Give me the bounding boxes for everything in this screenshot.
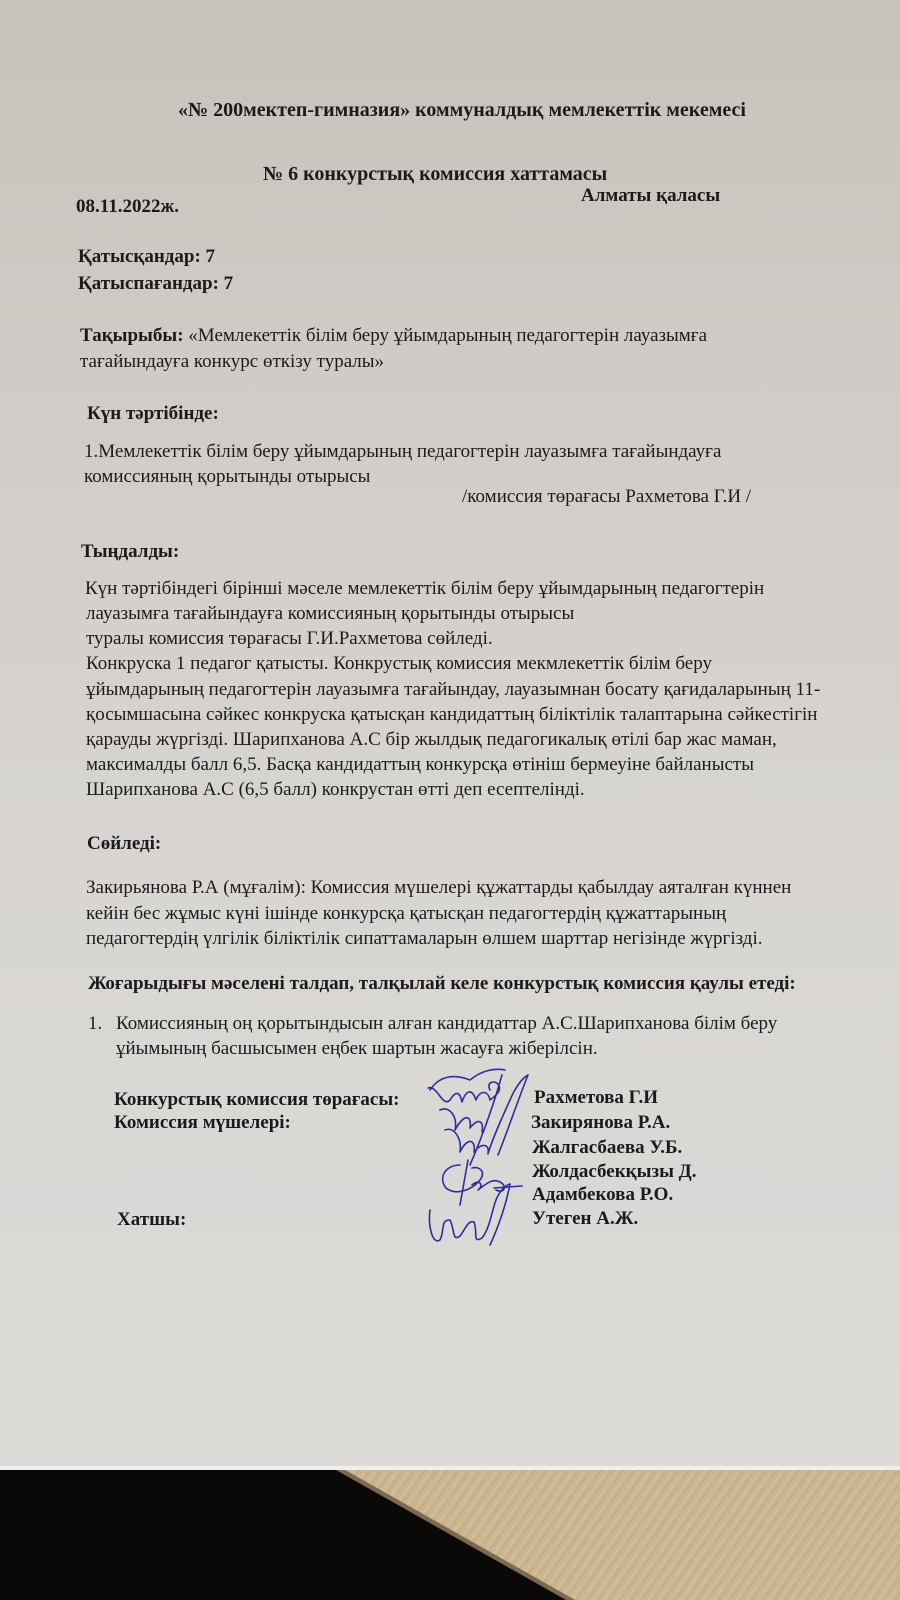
members-label: Комиссия мүшелері: [114,1112,291,1133]
handwritten-signatures [410,1060,540,1250]
agenda-speaker: /комиссия төрағасы Рахметова Г.И / [462,486,752,507]
protocol-date: 08.11.2022ж. [76,196,179,217]
heard-heading: Тыңдалды: [81,541,180,562]
heard-line: қосымшасына сәйкес конкруска қатысқан кандидаттың біліктілік талаптарына сәйкестігін [86,704,818,725]
signatory-name: Адамбекова Р.О. [532,1184,674,1205]
present-label: Қатысқандар: [78,246,201,267]
spoke-line: педагогтердің үлгілік біліктілік сипаттамаларын өлшем шарттар негізінде жүргізді. [86,928,763,949]
heard-line: Конкруска 1 педагог қатысты. Конкрустық комиссия мекмлекеттік білім беру [86,653,712,674]
signatory-name: Жолдасбекқызы Д. [532,1161,697,1182]
heard-line: ұйымдарының педагогтерін лауазымға тағайындау, лауазымнан босату қағидаларының 11- [86,679,821,700]
protocol-title: № 6 конкурстық комиссия хаттамасы [263,163,608,185]
signatory-name: Рахметова Г.И [534,1087,659,1108]
institution-title: «№ 200мектеп-гимназия» коммуналдық мемлекеттік мекемесі [178,99,746,121]
signature-member-1 [440,1075,528,1165]
chair-label: Конкурстық комиссия төрағасы: [114,1089,400,1110]
agenda-line-2: комиссияның қорытынды отырысы [84,466,371,487]
signature-member-2 [443,1160,505,1205]
resolution-item-line: ұйымының басшысымен еңбек шартын жасауға жіберілсін. [116,1038,598,1059]
secretary-label: Хатшы: [117,1209,187,1230]
agenda-line-1: 1.Мемлекеттік білім беру ұйымдарының педагогтерін лауазымға тағайындауға [84,441,722,462]
present-value: 7 [205,246,216,267]
spoke-line: Закирьянова Р.А (мұғалім): Комиссия мүшелері құжаттарды қабылдау аяталған күннен [86,877,792,898]
absent-value: 7 [223,273,234,294]
topic-line-2: тағайындауға конкурс өткізу туралы» [80,351,385,372]
heard-line: лауазымға тағайындауға комиссияның қорытынды отырысы [86,603,575,624]
spoke-line: кейін бес жұмыс күні ішінде конкурсқа қатысқан педагогтердің құжаттарының [86,903,727,924]
resolution-heading: Жоғарыдығы мәселені талдап, талқылай келе конкурстық комиссия қаулы етеді: [88,973,796,994]
signatory-name: Жалгасбаева У.Б. [532,1137,683,1158]
attendance-absent [78,272,233,296]
heard-line: Шарипханова А.С (6,5 балл) конкрустан өтті деп есептелінді. [86,779,585,800]
heard-line: қарауды жүргізді. Шарипханова А.С бір жылдық педагогикалық өтілі бар жас маман, [86,729,777,750]
spoke-heading: Сөйледі: [87,833,162,854]
resolution-item-number: 1. [88,1013,103,1034]
topic-text: «Мемлекеттік білім беру ұйымдарының педагогтерін лауазымға [188,325,708,346]
heard-line: максималды балл 6,5. Басқа кандидаттың конкурсқа өтініш бермеуіне байланысты [86,754,754,775]
protocol-city: Алматы қаласы [581,185,721,206]
topic-line-1 [80,324,707,348]
signatory-name: Закирянова Р.А. [531,1112,671,1133]
absent-label: Қатыспағандар: [78,273,219,294]
signature-secretary [429,1184,522,1245]
attendance-present [78,245,215,269]
wooden-table [0,1470,900,1600]
agenda-heading: Күн тәртібінде: [87,403,219,424]
heard-line: Күн тәртібіндегі бірінші мәселе мемлекеттік білім беру ұйымдарының педагогтерін [85,578,765,599]
heard-line: туралы комиссия төрағасы Г.И.Рахметова сөйледі. [86,628,493,649]
signatory-name: Утеген А.Ж. [532,1208,639,1229]
signature-chair [428,1069,505,1102]
resolution-item-line: Комиссияның оң қорытындысын алған кандидаттар А.С.Шарипханова білім беру [116,1013,778,1034]
topic-label: Тақырыбы: [80,325,184,346]
